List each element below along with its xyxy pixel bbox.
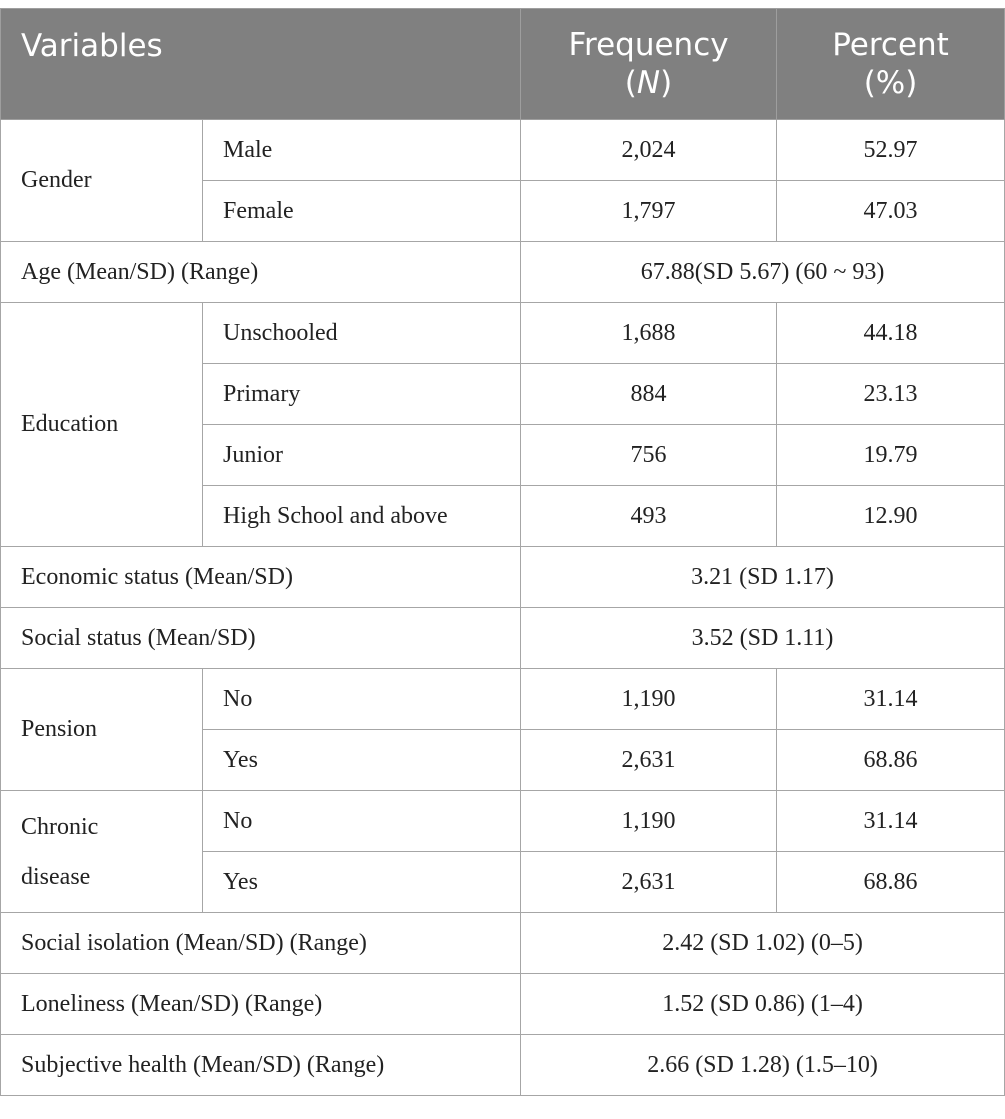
- header-percent-line2: (%): [863, 65, 918, 101]
- education-label: Education: [1, 303, 203, 547]
- chronic-yes-percent: 68.86: [777, 852, 1005, 913]
- pension-yes-percent: 68.86: [777, 730, 1005, 791]
- header-variables: Variables: [1, 9, 521, 120]
- subjective-health-label: Subjective health (Mean/SD) (Range): [1, 1035, 521, 1096]
- table-row: [1, 669, 1005, 730]
- header-frequency-n: N: [636, 65, 661, 101]
- gender-female-frequency: 1,797: [521, 181, 777, 242]
- chronic-disease-label-line2: disease: [21, 863, 91, 890]
- table-row: [1, 242, 1005, 303]
- chronic-disease-label: [1, 791, 203, 913]
- chronic-yes-category: Yes: [203, 852, 521, 913]
- chronic-no-frequency: 1,190: [521, 791, 777, 852]
- education-junior-percent: 19.79: [777, 425, 1005, 486]
- gender-male-percent: 52.97: [777, 120, 1005, 181]
- gender-female-percent: 47.03: [777, 181, 1005, 242]
- table-row: [1, 913, 1005, 974]
- education-unschooled-frequency: 1,688: [521, 303, 777, 364]
- education-primary-category: Primary: [203, 364, 521, 425]
- age-value: 67.88(SD 5.67) (60 ~ 93): [521, 242, 1005, 303]
- header-row: [1, 9, 1005, 120]
- table-row: [1, 791, 1005, 852]
- gender-male-category: Male: [203, 120, 521, 181]
- table-row: [1, 120, 1005, 181]
- table-row: [1, 547, 1005, 608]
- pension-no-frequency: 1,190: [521, 669, 777, 730]
- table-row: [1, 974, 1005, 1035]
- demographics-table: [0, 8, 1005, 1096]
- table-row: [1, 1035, 1005, 1096]
- gender-male-frequency: 2,024: [521, 120, 777, 181]
- economic-status-label: Economic status (Mean/SD): [1, 547, 521, 608]
- loneliness-label: Loneliness (Mean/SD) (Range): [1, 974, 521, 1035]
- header-frequency: [521, 9, 777, 120]
- education-unschooled-percent: 44.18: [777, 303, 1005, 364]
- social-status-label: Social status (Mean/SD): [1, 608, 521, 669]
- chronic-disease-label-line1: Chronic: [21, 813, 99, 840]
- education-unschooled-category: Unschooled: [203, 303, 521, 364]
- age-label: Age (Mean/SD) (Range): [1, 242, 521, 303]
- pension-no-category: No: [203, 669, 521, 730]
- chronic-no-percent: 31.14: [777, 791, 1005, 852]
- education-primary-frequency: 884: [521, 364, 777, 425]
- loneliness-value: 1.52 (SD 0.86) (1–4): [521, 974, 1005, 1035]
- subjective-health-value: 2.66 (SD 1.28) (1.5–10): [521, 1035, 1005, 1096]
- education-highschool-frequency: 493: [521, 486, 777, 547]
- education-highschool-category: High School and above: [203, 486, 521, 547]
- pension-yes-frequency: 2,631: [521, 730, 777, 791]
- chronic-no-category: No: [203, 791, 521, 852]
- education-junior-frequency: 756: [521, 425, 777, 486]
- education-junior-category: Junior: [203, 425, 521, 486]
- pension-yes-category: Yes: [203, 730, 521, 791]
- social-isolation-label: Social isolation (Mean/SD) (Range): [1, 913, 521, 974]
- table-row: [1, 608, 1005, 669]
- header-frequency-paren-close: ): [660, 65, 673, 101]
- social-status-value: 3.52 (SD 1.11): [521, 608, 1005, 669]
- education-highschool-percent: 12.90: [777, 486, 1005, 547]
- table-row: [1, 303, 1005, 364]
- header-percent-line1: Percent: [832, 27, 949, 63]
- pension-no-percent: 31.14: [777, 669, 1005, 730]
- header-frequency-line1: Frequency: [568, 27, 729, 63]
- gender-female-category: Female: [203, 181, 521, 242]
- header-frequency-paren-open: (: [624, 65, 637, 101]
- header-percent: [777, 9, 1005, 120]
- economic-status-value: 3.21 (SD 1.17): [521, 547, 1005, 608]
- header-frequency-line2: [521, 64, 776, 102]
- social-isolation-value: 2.42 (SD 1.02) (0–5): [521, 913, 1005, 974]
- education-primary-percent: 23.13: [777, 364, 1005, 425]
- pension-label: Pension: [1, 669, 203, 791]
- gender-label: Gender: [1, 120, 203, 242]
- chronic-yes-frequency: 2,631: [521, 852, 777, 913]
